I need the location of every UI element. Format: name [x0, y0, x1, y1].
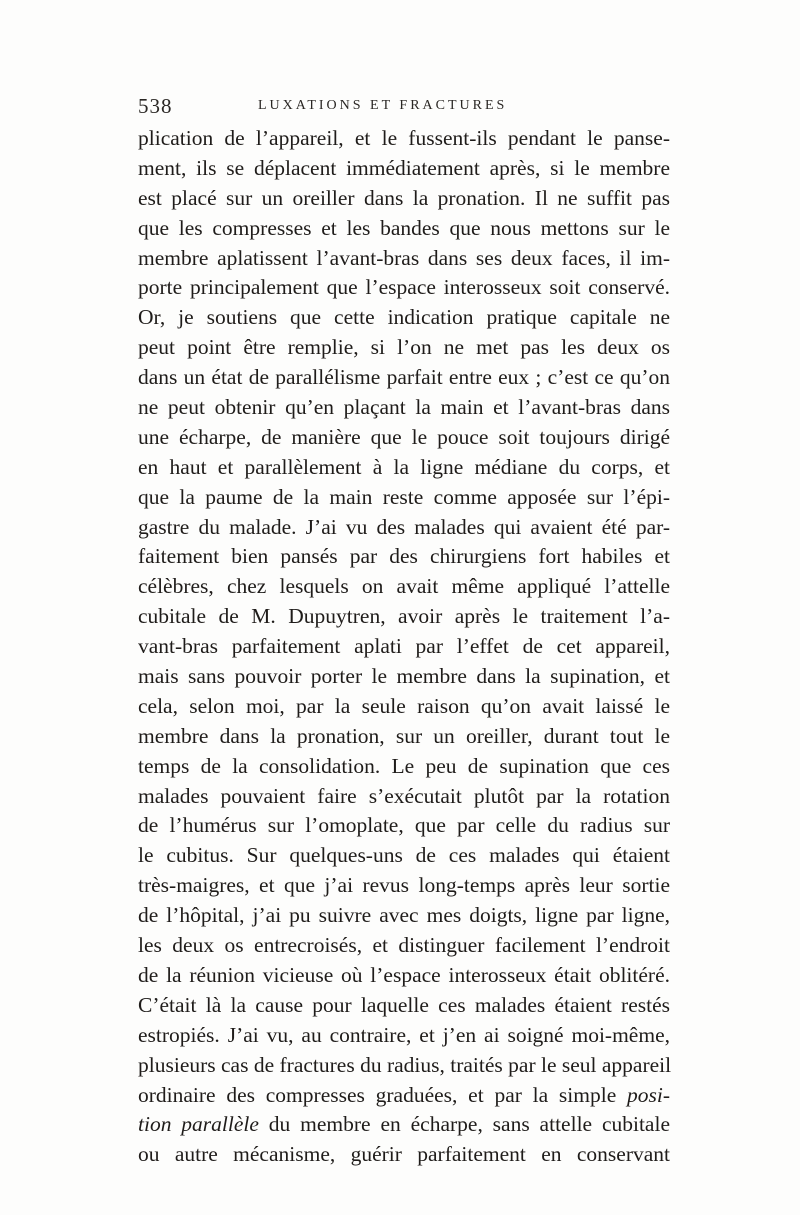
text-line-content: plication de l’appareil, et le fussent-ils pendant le panse- — [138, 126, 670, 150]
text-line-content: malades pouvaient faire s’exécutait plutôt par la rotation — [138, 783, 670, 808]
text-line — [138, 811, 670, 841]
text-line — [138, 901, 670, 931]
italic-text: tion parallèle — [138, 1112, 259, 1137]
text-line-content: porte principalement que l’espace interosseux soit conservé. — [138, 275, 670, 300]
text-line-content: C’était là la cause pour laquelle ces malades étaient restés — [138, 992, 670, 1017]
text-line — [138, 513, 670, 543]
text-line-content: estropiés. J’ai vu, au contraire, et j’en ai soigné moi-même, — [138, 1022, 670, 1047]
text-line — [138, 961, 670, 991]
text-line — [138, 363, 670, 393]
text-line-content: de l’humérus sur l’omoplate, que par celle du radius sur — [138, 813, 670, 838]
page-number: 538 — [138, 94, 173, 118]
text-line — [138, 1081, 670, 1111]
text-line-content: les deux os entrecroisés, et distinguer facilement l’endroit — [138, 933, 670, 958]
text-line-content: gastre du malade. J’ai vu des malades qui avaient été par- — [138, 514, 670, 539]
text-line — [138, 423, 670, 453]
text-line-content: faitement bien pansés par des chirurgiens fort habiles et — [138, 544, 670, 569]
text-line — [138, 273, 670, 303]
text-line-content: est placé sur un oreiller dans la pronation. Il ne suffit pas — [138, 185, 670, 210]
text-line — [138, 393, 670, 423]
text-line-content: que les compresses et les bandes que nous mettons sur le — [138, 215, 670, 240]
text-line-content: ne peut obtenir qu’en plaçant la main et l’avant-bras dans — [138, 395, 670, 420]
text-line-content: célèbres, chez lesquels on avait même appliqué l’attelle — [138, 574, 670, 599]
text-line — [138, 722, 670, 752]
text-line — [138, 124, 670, 154]
text-line — [138, 871, 670, 901]
text-line — [138, 632, 670, 662]
text-line-content: ou autre mécanisme, guérir parfaitement en conservant — [138, 1142, 670, 1167]
text-line-content: plusieurs cas de fractures du radius, traités par le seul appareil — [138, 1052, 672, 1077]
text-line — [138, 542, 670, 572]
text-line — [138, 1110, 670, 1140]
text-line-content: ordinaire des compresses graduées, et par la simple — [138, 1082, 627, 1107]
text-line — [138, 662, 670, 692]
text-line-content: cela, selon moi, par la seule raison qu’on avait laissé le — [138, 693, 670, 718]
text-line-continuation: du membre en écharpe, sans attelle cubitale — [258, 1112, 670, 1137]
text-line-content: de l’hôpital, j’ai pu suivre avec mes doigts, ligne par ligne, — [138, 903, 670, 928]
text-line — [138, 991, 670, 1021]
text-line — [138, 841, 670, 871]
text-line — [138, 1021, 670, 1051]
text-line — [138, 154, 670, 184]
text-line-content: le cubitus. Sur quelques-uns de ces malades qui étaient — [138, 843, 670, 868]
page-header — [138, 94, 670, 118]
body-text — [138, 124, 670, 1170]
text-line-content: Or, je soutiens que cette indication pratique capitale ne — [138, 305, 670, 330]
text-line-content: en haut et parallèlement à la ligne médiane du corps, et — [138, 454, 670, 479]
text-line-content: peut point être remplie, si l’on ne met pas les deux os — [138, 335, 670, 360]
text-line — [138, 602, 670, 632]
text-line-content: membre dans la pronation, sur un oreiller, durant tout le — [138, 723, 670, 748]
text-line-content: que la paume de la main reste comme apposée sur l’épi- — [138, 484, 670, 509]
text-line-content: vant-bras parfaitement aplati par l’effet de cet appareil, — [138, 634, 670, 659]
text-line — [138, 333, 670, 363]
text-line-content: membre aplatissent l’avant-bras dans ses deux faces, il im- — [138, 245, 670, 270]
text-line — [138, 303, 670, 333]
text-line — [138, 692, 670, 722]
text-line-content: cubitale de M. Dupuytren, avoir après le traitement l’a- — [138, 604, 670, 629]
running-title: LUXATIONS ET FRACTURES — [258, 98, 508, 113]
text-line — [138, 1051, 670, 1081]
text-line — [138, 214, 670, 244]
text-line — [138, 184, 670, 214]
text-line — [138, 244, 670, 274]
text-line-content: une écharpe, de manière que le pouce soit toujours dirigé — [138, 424, 670, 449]
text-line — [138, 1140, 670, 1170]
text-line-content: ment, ils se déplacent immédiatement après, si le membre — [138, 155, 670, 180]
text-line — [138, 782, 670, 812]
italic-text: posi- — [627, 1082, 670, 1107]
text-line-content: très-maigres, et que j’ai revus long-temps après leur sortie — [138, 873, 670, 898]
text-line — [138, 453, 670, 483]
text-line-content: de la réunion vicieuse où l’espace interosseux était oblitéré. — [138, 962, 670, 987]
text-line — [138, 572, 670, 602]
text-line-content: dans un état de parallélisme parfait entre eux ; c’est ce qu’on — [138, 365, 670, 390]
text-line-content: mais sans pouvoir porter le membre dans la supination, et — [138, 664, 670, 689]
text-line — [138, 931, 670, 961]
text-line-content: temps de la consolidation. Le peu de supination que ces — [138, 753, 670, 778]
text-line — [138, 752, 670, 782]
text-line — [138, 483, 670, 513]
